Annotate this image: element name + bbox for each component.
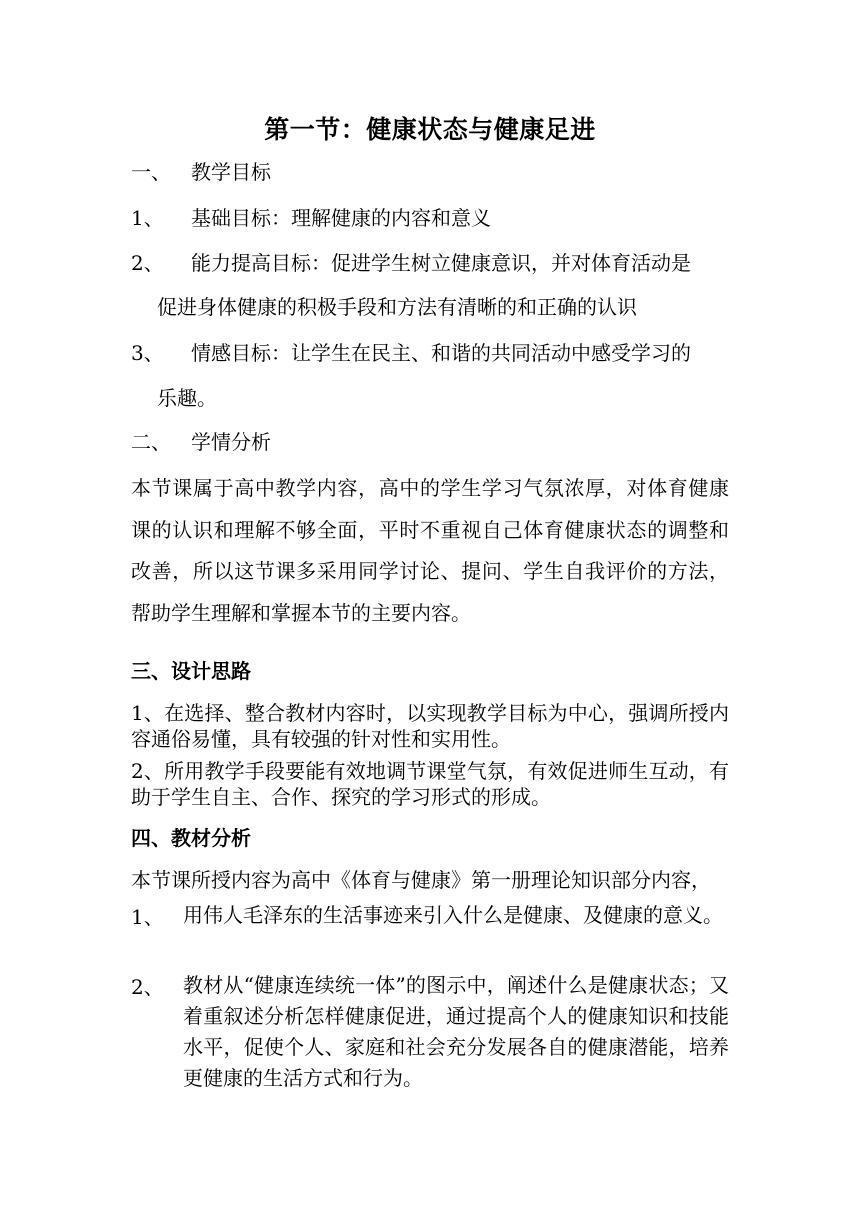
list-item-text: 用伟人毛泽东的生活事迹来引入什么是健康、及健康的意义。 — [183, 903, 723, 927]
section-number: 二、 — [131, 430, 171, 454]
section-number: 一、 — [131, 160, 171, 184]
section-heading-design: 三、设计思路 — [131, 659, 251, 683]
list-item-text: 基础目标：理解健康的内容和意义 — [191, 206, 491, 230]
list-item-number: 2、 — [131, 975, 164, 999]
list-item — [131, 970, 731, 1100]
list-item-number: 2、 — [131, 251, 164, 275]
paragraph-design-2: 2、所用教学手段要能有效地调节课堂气氛，有效促进师生互动，有助于学生自主、合作、探究的学习形式的形成。 — [131, 759, 729, 809]
list-item-text: 情感目标：让学生在民主、和谐的共同活动中感受学习的 — [191, 341, 691, 365]
list-item-number: 3、 — [131, 341, 164, 365]
list-item-number: 1、 — [131, 905, 164, 929]
page-title: 第一节：健康状态与健康足进 — [264, 115, 596, 144]
list-item — [131, 900, 731, 966]
section-heading-materials: 四、教材分析 — [131, 826, 251, 850]
paragraph-analysis: 本节课属于高中教学内容，高中的学生学习气氛浓厚，对体育健康课的认识和理解不够全面，平时不重视自己体育健康状态的调整和改善，所以这节课多采用同学讨论、提问、学生自我评价的方法，帮助学生理解和掌握本节的主要内容。 — [131, 476, 729, 625]
paragraph-materials-intro: 本节课所授内容为高中《体育与健康》第一册理论知识部分内容， — [131, 868, 711, 892]
section-heading-text: 教学目标 — [191, 160, 271, 184]
section-heading-text: 学情分析 — [191, 430, 271, 454]
list-item-continuation: 促进身体健康的积极手段和方法有清晰的和正确的认识 — [157, 295, 637, 319]
list-item-continuation: 乐趣。 — [157, 386, 217, 410]
list-item-number: 1、 — [131, 206, 164, 230]
paragraph-design-1: 1、在选择、整合教材内容时，以实现教学目标为中心，强调所授内容通俗易懂，具有较强的针对性和实用性。 — [131, 701, 729, 751]
list-item-text: 能力提高目标：促进学生树立健康意识，并对体育活动是 — [191, 251, 691, 275]
list-item-text: 教材从“健康连续统一体”的图示中，阐述什么是健康状态；又着重叙述分析怎样健康促进，通过提高个人的健康知识和技能水平，促使个人、家庭和社会充分发展各自的健康潜能，培养更健康的生活方式和行为。 — [183, 973, 729, 1090]
